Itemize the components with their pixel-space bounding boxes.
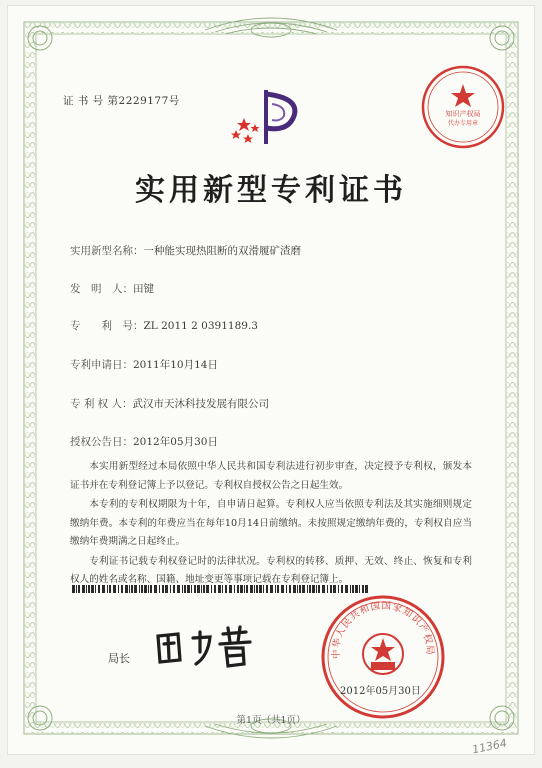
director-label: 局长	[108, 652, 130, 665]
body-paragraph-1: 本实用新型经过本局依照中华人民共和国专利法进行初步审查，决定授予专利权，颁发本证书并在专利登记簿上予以登记。专利权自授权公告之日起生效。	[70, 461, 472, 491]
utility-name-row	[70, 243, 301, 258]
inventor-label: 发 明 人：	[70, 283, 133, 295]
utility-name-value: 一种能实现热阻断的双滑履矿渣磨	[143, 245, 301, 257]
grant-date-label: 授权公告日：	[70, 436, 133, 448]
patent-number-value: ZL 2011 2 0391189.3	[143, 320, 258, 332]
inventor-value: 田键	[133, 283, 154, 295]
body-paragraph-2: 本专利的专利权期限为十年，自申请日起算。专利权人应当依照专利法及其实施细则规定缴纳年费。本专利的年费应当在每年10月14日前缴纳。未按照规定缴纳年费的，专利权自应当缴纳年费期满之日起终止。	[70, 499, 472, 547]
filing-date-value: 2011年10月14日	[133, 359, 218, 371]
certificate-body	[70, 458, 472, 591]
inventor-row	[70, 281, 154, 296]
handwritten-note: 11364	[471, 736, 508, 757]
seal-date: 2012年05月30日	[340, 686, 421, 697]
grant-date-row	[70, 434, 218, 449]
utility-name-label: 实用新型名称：	[70, 245, 144, 257]
patent-office-logo	[228, 84, 308, 154]
patent-number-row	[70, 318, 258, 333]
grant-date-value: 2012年05月30日	[133, 436, 218, 448]
agency-seal-stamp	[418, 62, 508, 152]
serial-label: 证 书 号	[63, 95, 104, 107]
patentee-label: 专 利 权 人：	[70, 398, 133, 410]
serial-value: 第2229177号	[107, 95, 180, 107]
page-number: 第1页（共1页）	[236, 715, 306, 726]
seal-arc-text: 中华人民共和国国家知识产权局	[330, 600, 436, 660]
body-paragraph-3: 专利证书记载专利权登记时的法律状况。专利权的转移、质押、无效、终止、恢复和专利权人的姓名或名称、国籍、地址变更等事项记载在专利登记簿上。	[70, 555, 472, 585]
patentee-value: 武汉市天沐科技发展有限公司	[132, 398, 270, 410]
director-signature	[148, 622, 268, 672]
patent-number-label: 专 利 号：	[70, 320, 144, 332]
certificate-title: 实用新型专利证书	[135, 173, 407, 208]
patentee-row	[70, 396, 269, 411]
svg-text:知识产权局: 知识产权局	[445, 110, 481, 118]
svg-text:代办专用章: 代办专用章	[447, 120, 479, 127]
national-ip-seal	[318, 592, 448, 722]
filing-date-row	[70, 357, 218, 372]
filing-date-label: 专利申请日：	[70, 359, 133, 371]
certificate-number	[63, 93, 180, 108]
